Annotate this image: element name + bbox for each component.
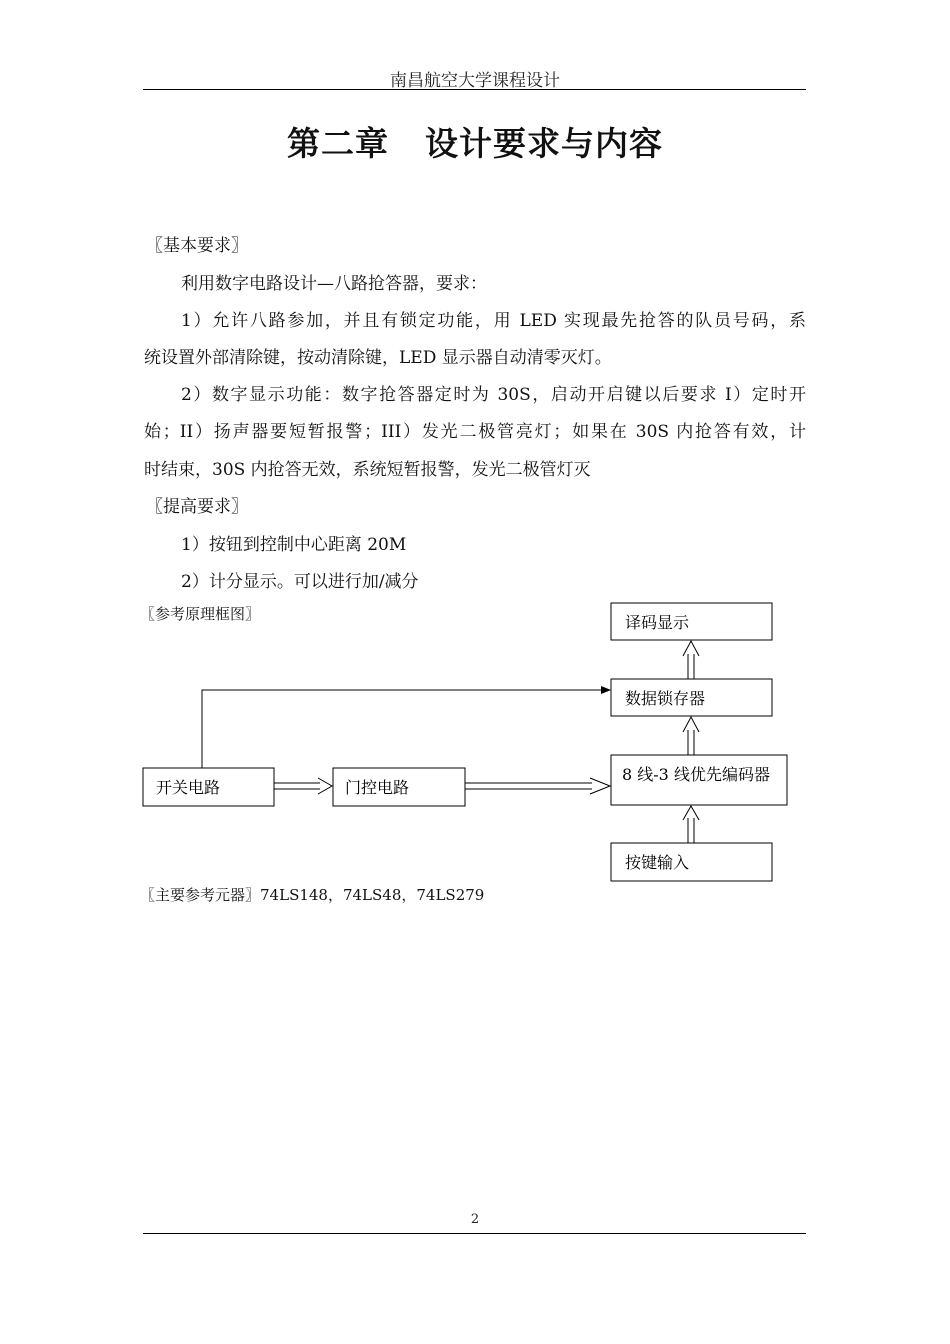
advanced-item1: 1）按钮到控制中心距离 20M [181, 535, 407, 555]
box-decode-display [611, 603, 772, 640]
box-data-latch-label: 数据锁存器 [625, 689, 706, 708]
basic-item2-line3: 时结束，30S 内抢答无效，系统短暂报警，发光二极管灯灭 [144, 460, 591, 480]
box-gate-circuit [333, 768, 465, 806]
double-arrow-latch-to-display [683, 641, 699, 679]
block-diagram [0, 595, 950, 895]
chapter-heading: 设计要求与内容 [425, 124, 663, 163]
components-list: 74LS148，74LS48，74LS279 [260, 886, 485, 904]
advanced-item2: 2）计分显示。可以进行加/减分 [181, 572, 419, 592]
double-arrow-gate-to-encoder [465, 778, 610, 794]
components-line [140, 885, 484, 905]
basic-intro: 利用数字电路设计—八路抢答器，要求： [181, 274, 487, 294]
box-key-input [611, 843, 772, 881]
header-title: 南昌航空大学课程设计 [390, 71, 560, 91]
box-priority-encoder-label: 8 线-3 线优先编码器 [622, 765, 770, 784]
box-decode-display-label: 译码显示 [625, 613, 690, 632]
page-number: 2 [470, 1212, 480, 1227]
box-switch-circuit [143, 768, 274, 806]
box-switch-circuit-label: 开关电路 [156, 778, 221, 797]
chapter-number: 第二章 [287, 124, 389, 163]
basic-item1-line1: 1）允许八路参加，并且有锁定功能，用 LED 实现最先抢答的队员号码，系 [181, 311, 806, 331]
advanced-heading: 〖提高要求〗 [146, 497, 248, 517]
basic-item2-line1: 2）数字显示功能：数字抢答器定时为 30S，启动开启键以后要求 I）定时开 [181, 385, 806, 405]
chapter-title [0, 118, 950, 165]
double-arrow-encoder-to-latch [683, 717, 699, 755]
box-priority-encoder [611, 755, 787, 805]
box-data-latch [611, 679, 772, 716]
basic-item1-line2: 统设置外部清除键，按动清除键，LED 显示器自动清零灭灯。 [144, 348, 612, 368]
components-heading: 〖主要参考元器〗 [140, 886, 261, 904]
double-arrow-input-to-encoder [683, 806, 699, 843]
box-gate-circuit-label: 门控电路 [345, 778, 410, 797]
basic-item2-line2: 始；II）扬声器要短暂报警；III）发光二极管亮灯；如果在 30S 内抢答有效，计 [144, 422, 806, 442]
header-rule [143, 89, 806, 90]
arrow-switch-to-latch [202, 690, 610, 768]
basic-heading: 〖基本要求〗 [146, 236, 248, 256]
diagram-heading: 〖参考原理框图〗 [140, 605, 261, 623]
double-arrow-switch-to-gate [274, 778, 332, 794]
footer-rule [143, 1233, 806, 1234]
box-key-input-label: 按键输入 [625, 853, 690, 872]
